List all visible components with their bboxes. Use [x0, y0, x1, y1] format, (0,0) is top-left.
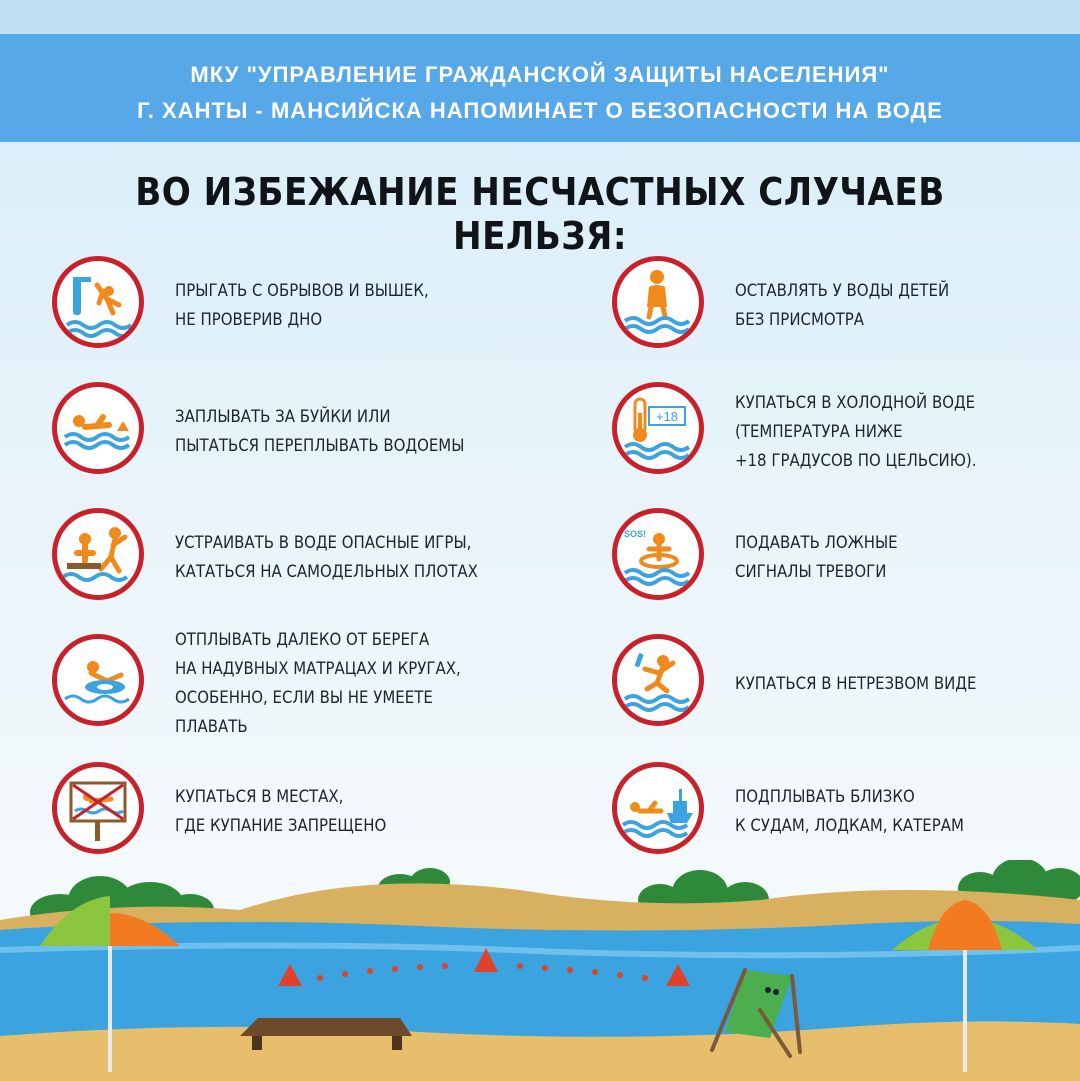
false-alarm-sos-icon: [612, 508, 704, 600]
inflatable-ring-icon: [52, 634, 144, 726]
rule-text: ОТПЛЫВАТЬ ДАЛЕКО ОТ БЕРЕГА НА НАДУВНЫХ МАТРАЦАХ И КРУГАХ, ОСОБЕННО, ЕСЛИ ВЫ НЕ УМЕЕТЕ ПЛАВАТЬ: [175, 630, 461, 737]
thermometer-label: +18: [655, 409, 679, 424]
rule-item: [52, 630, 532, 738]
rule-text: ОСТАВЛЯТЬ У ВОДЫ ДЕТЕЙ БЕЗ ПРИСМОТРА: [735, 281, 950, 330]
drunk-swimmer-icon: [612, 634, 704, 726]
rule-item: [612, 634, 1080, 738]
diving-tower-icon: [52, 256, 144, 348]
banner-line-2: Г. ХАНТЫ - МАНСИЙСКА НАПОМИНАЕТ О БЕЗОПАСНОСТИ НА ВОДЕ: [137, 98, 943, 123]
swimmer-near-ship-icon: [612, 762, 704, 854]
dangerous-games-icon: [52, 508, 144, 600]
child-by-water-icon: [612, 256, 704, 348]
rule-item: [612, 256, 1080, 360]
rule-text: КУПАТЬСЯ В ХОЛОДНОЙ ВОДЕ (ТЕМПЕРАТУРА НИЖЕ +18 ГРАДУСОВ ПО ЦЕЛЬСИЮ).: [735, 392, 977, 471]
rule-item: [52, 382, 532, 486]
banner-line-1: МКУ "УПРАВЛЕНИЕ ГРАЖДАНСКОЙ ЗАЩИТЫ НАСЕЛЕНИЯ": [190, 62, 890, 87]
rule-item: [612, 508, 1080, 612]
rule-text: ЗАПЛЫВАТЬ ЗА БУЙКИ ИЛИ ПЫТАТЬСЯ ПЕРЕПЛЫВАТЬ ВОДОЕМЫ: [175, 407, 465, 456]
rule-text: ПОДАВАТЬ ЛОЖНЫЕ СИГНАЛЫ ТРЕВОГИ: [735, 533, 898, 582]
sos-label: SOS!: [623, 529, 647, 539]
thermometer-icon: [612, 382, 704, 474]
beach-scene: [0, 860, 1080, 1081]
page-title: ВО ИЗБЕЖАНИЕ НЕСЧАСТНЫХ СЛУЧАЕВ НЕЛЬЗЯ:: [135, 170, 945, 258]
rule-item: [612, 762, 1080, 866]
rule-item: [52, 762, 532, 866]
rule-text: КУПАТЬСЯ В НЕТРЕЗВОМ ВИДЕ: [735, 673, 977, 694]
rule-text: УСТРАИВАТЬ В ВОДЕ ОПАСНЫЕ ИГРЫ, КАТАТЬСЯ НА САМОДЕЛЬНЫХ ПЛОТАХ: [175, 533, 478, 582]
rule-item: [52, 508, 532, 612]
rule-item: [612, 382, 1080, 486]
no-swimming-sign-icon: [52, 762, 144, 854]
rule-text: ПОДПЛЫВАТЬ БЛИЗКО К СУДАМ, ЛОДКАМ, КАТЕРАМ: [735, 787, 964, 836]
swimmer-buoy-icon: [52, 382, 144, 474]
rule-text: ПРЫГАТЬ С ОБРЫВОВ И ВЫШЕК, НЕ ПРОВЕРИВ ДНО: [175, 281, 429, 330]
rule-text: КУПАТЬСЯ В МЕСТАХ, ГДЕ КУПАНИЕ ЗАПРЕЩЕНО: [175, 787, 387, 836]
header-banner: [0, 34, 1080, 142]
rule-item: [52, 256, 532, 360]
